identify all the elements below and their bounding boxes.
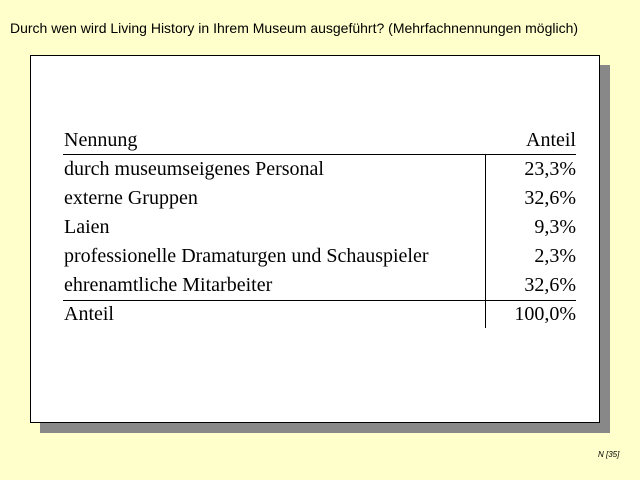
row-value: 32,6%: [524, 274, 576, 296]
row-label: durch museumseigenes Personal: [64, 158, 324, 180]
chart-title: Durch wen wird Living History in Ihrem Museum ausgeführt? (Mehrfachnennungen möglich): [10, 20, 579, 36]
table-row: [63, 155, 576, 184]
total-divider: [63, 300, 576, 301]
header-divider: [63, 154, 576, 155]
table-header-row: [63, 126, 576, 155]
data-table: [63, 126, 576, 329]
total-value: 100,0%: [514, 303, 576, 325]
row-label: professionelle Dramaturgen und Schauspieler: [64, 245, 429, 267]
row-value: 23,3%: [524, 158, 576, 180]
row-label: Laien: [64, 216, 110, 238]
row-value: 9,3%: [534, 216, 576, 238]
column-header-anteil: Anteil: [526, 129, 576, 151]
table-row: [63, 184, 576, 213]
row-value: 2,3%: [534, 245, 576, 267]
table-total-row: [63, 300, 576, 329]
row-value: 32,6%: [524, 187, 576, 209]
row-label: externe Gruppen: [64, 187, 198, 209]
table-row: [63, 271, 576, 300]
column-divider: [485, 154, 486, 328]
sample-size-note: N [35]: [598, 450, 620, 459]
column-header-nennung: Nennung: [64, 129, 138, 151]
row-label: ehrenamtliche Mitarbeiter: [64, 274, 273, 296]
table-row: [63, 242, 576, 271]
table-row: [63, 213, 576, 242]
total-label: Anteil: [64, 303, 114, 325]
